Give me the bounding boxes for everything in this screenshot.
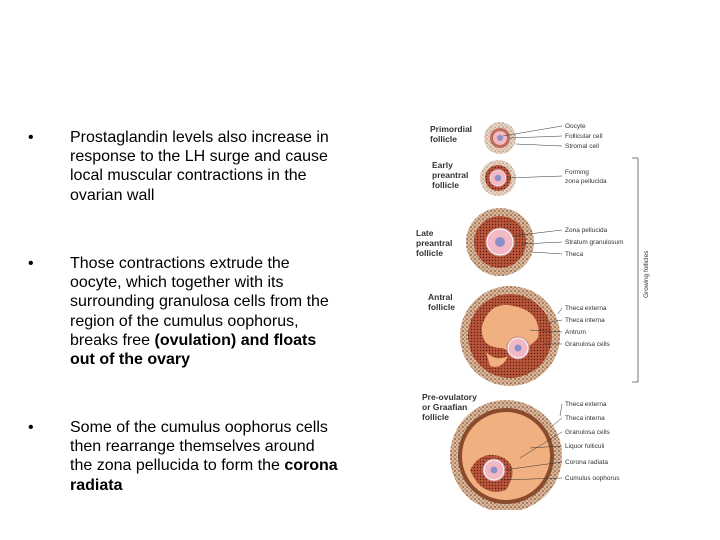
label-antrum: Antrum xyxy=(565,329,586,336)
follicle-diagram xyxy=(410,118,710,510)
label-graafian-3: follicle xyxy=(422,412,449,422)
label-cumulus-oophorus: Cumulus oophorus xyxy=(565,475,620,482)
label-graafian-1: Pre-ovulatory xyxy=(422,392,477,402)
label-stratum-granulosum: Stratum granulosum xyxy=(565,239,624,246)
label-graafian-2: or Graafian xyxy=(422,402,468,412)
label-late-2: preantral xyxy=(416,238,453,248)
follicle-development-figure xyxy=(410,118,710,510)
part-labels xyxy=(565,123,624,482)
label-primordial-2: follicle xyxy=(430,134,457,144)
label-corona-radiata: Corona radiata xyxy=(565,459,608,466)
label-oocyte: Oocyte xyxy=(565,123,586,130)
label-early-2: preantral xyxy=(432,170,469,180)
bullet-text xyxy=(70,418,340,495)
label-theca: Theca xyxy=(565,251,584,258)
label-theca-externa: Theca externa xyxy=(565,305,607,312)
label-early-1: Early xyxy=(432,160,453,170)
label-follicular-cell: Follicular cell xyxy=(565,133,603,140)
antral-follicle-drawing xyxy=(460,286,560,386)
bullet-dot: • xyxy=(28,129,34,146)
label-forming: Forming xyxy=(565,169,589,176)
label-zona-pellucida: Zona pellucida xyxy=(565,227,608,234)
bullet-text xyxy=(70,128,340,205)
label-late-1: Late xyxy=(416,228,434,238)
label-liquor-folliculi: Liquor folliculi xyxy=(565,443,605,450)
growing-follicles-bracket xyxy=(632,158,650,382)
label-theca-interna: Theca interna xyxy=(565,317,605,324)
graafian-follicle-drawing xyxy=(450,400,562,510)
label-growing-follicles: Growing follicles xyxy=(643,250,650,298)
label-primordial-1: Primordial xyxy=(430,124,473,134)
label-graafian-theca-externa: Theca externa xyxy=(565,401,607,408)
bullet-3-bold-text: corona radiata xyxy=(70,457,338,494)
label-antral-2: follicle xyxy=(428,302,455,312)
bullet-dot: • xyxy=(28,419,34,436)
bullet-3-text: Some of the cumulus oophorus cells then rearrange themselves around the zona pellucida to form the xyxy=(70,419,328,475)
bullet-dot: • xyxy=(28,255,34,272)
late-preantral-follicle-drawing xyxy=(466,208,534,276)
label-zona-pellucida-forming: zona pellucida xyxy=(565,178,607,185)
label-stromal-cell: Stromal cell xyxy=(565,143,599,150)
stage-labels xyxy=(416,124,477,422)
label-graafian-theca-interna: Theca interna xyxy=(565,415,605,422)
bullet-2-text: Those contractions extrude the oocyte, which together with its surrounding granulosa cells from the region of the cumulus oophorus, breaks free xyxy=(70,255,329,349)
bullet-1-text: Prostaglandin levels also increase in response to the LH surge and cause local muscular contractions in the ovarian wall xyxy=(70,129,329,204)
label-graafian-granulosa-cells: Granulosa cells xyxy=(565,429,610,436)
bullet-2-bold-text: (ovulation) and floats out of the ovary xyxy=(70,331,317,369)
label-antral-1: Antral xyxy=(428,292,453,302)
label-granulosa-cells: Granulosa cells xyxy=(565,341,610,348)
bullet-text xyxy=(70,254,340,369)
label-late-3: follicle xyxy=(416,248,443,258)
label-early-3: follicle xyxy=(432,180,459,190)
